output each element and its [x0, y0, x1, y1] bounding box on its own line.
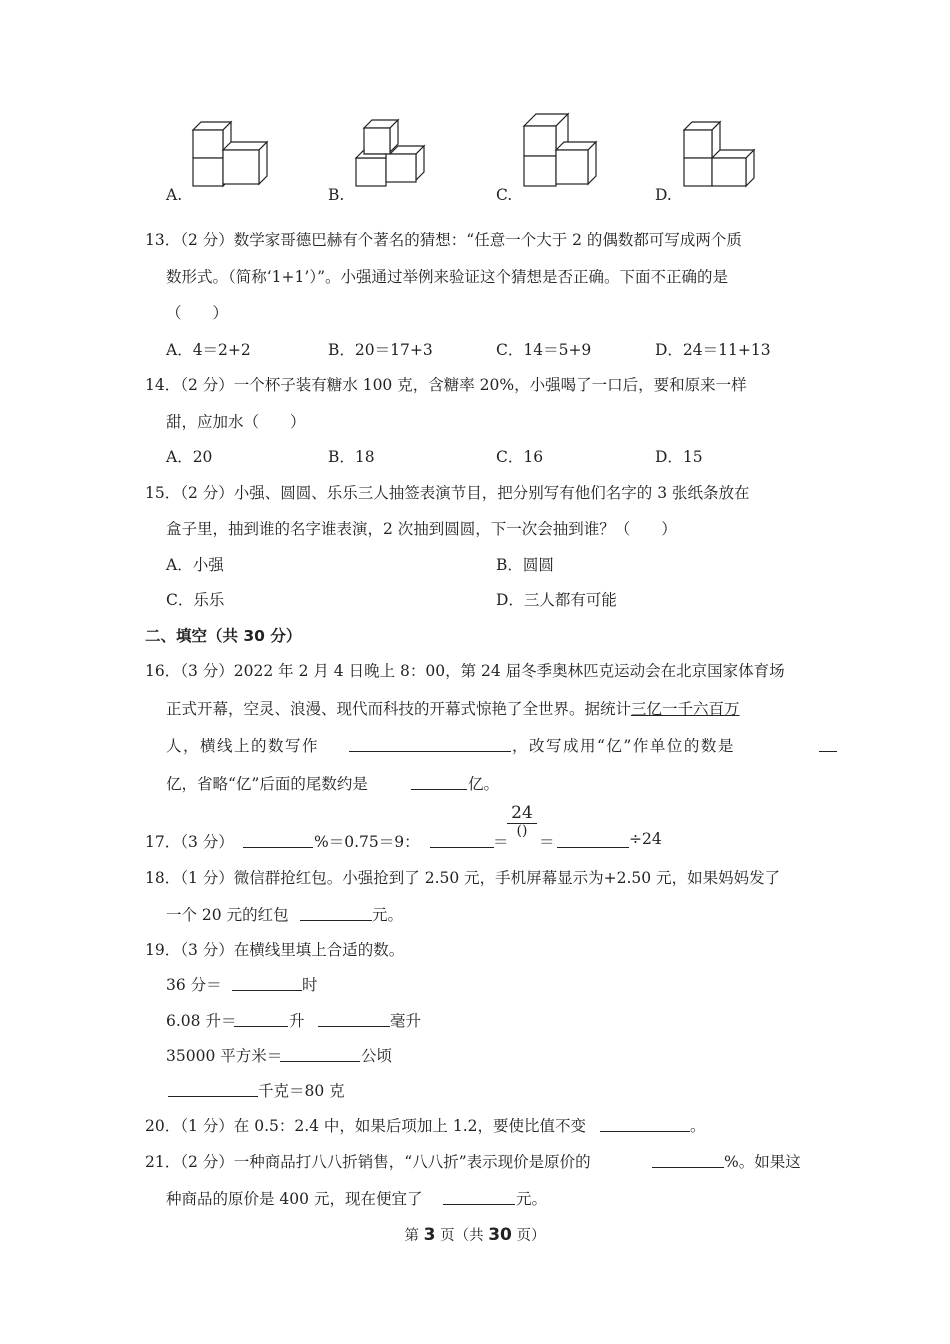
question-number: 13．: [145, 231, 181, 249]
question-text: 亿，省略“亿”后面的尾数约是: [166, 775, 368, 793]
cube-figure-c: [518, 112, 600, 190]
question-score: （1 分）: [180, 869, 234, 887]
question-number: 15．: [145, 484, 181, 502]
conversion-unit: 升: [289, 1012, 305, 1030]
answer-blank[interactable]: [243, 846, 313, 848]
current-page-number: 3: [423, 1225, 436, 1245]
question-text: 在 0.5：2.4 中，如果后项加上 1.2，要使比值不变: [233, 1117, 587, 1135]
question-number: 20．: [145, 1117, 181, 1135]
question-number: 18．: [145, 869, 181, 887]
underlined-number-text: 三亿一千六百万: [631, 700, 740, 718]
question-text: 一个 20 元的红包: [166, 906, 289, 924]
answer-blank[interactable]: [443, 1203, 515, 1205]
option-d: D．24＝11+13: [655, 341, 771, 359]
figure-option-d-label: D.: [655, 186, 672, 204]
question-number: 16．: [145, 662, 181, 680]
option-c: C．16: [496, 448, 544, 466]
answer-blank[interactable]: [300, 919, 372, 921]
fraction: [507, 804, 537, 839]
conversion-unit: 时: [302, 976, 318, 994]
question-score: （3 分）: [180, 941, 234, 959]
question-text: 元。: [372, 906, 404, 924]
option-b: B．20＝17+3: [328, 341, 433, 359]
question-score: （2 分）: [180, 376, 234, 394]
question-text: 数学家哥德巴赫有个著名的猜想：“任意一个大于 2 的偶数都可写成两个质: [233, 231, 742, 249]
answer-blank[interactable]: [349, 750, 511, 752]
cube-figure-a: [185, 118, 275, 190]
cube-figure-d: [680, 118, 762, 190]
figure-option-b-label: B.: [328, 186, 345, 204]
question-score: （2 分）: [180, 1153, 234, 1171]
option-d: D．15: [655, 448, 703, 466]
page-footer: 第 3 页（共 30 页）: [404, 1225, 546, 1245]
question-text: 盒子里，抽到谁的名字谁表演，2 次抽到圆圆，下一次会抽到谁？（ ）: [166, 520, 677, 538]
option-b: B．18: [328, 448, 375, 466]
question-text: 元。: [516, 1190, 548, 1208]
question-number: 19．: [145, 941, 181, 959]
question-text: 正式开幕，空灵、浪漫、现代而科技的开幕式惊艳了全世界。据统计: [166, 700, 632, 718]
question-text: 一个杯子装有糖水 100 克，含糖率 20%，小强喝了一口后，要和原来一样: [233, 376, 747, 394]
total-page-count: 30: [488, 1225, 512, 1245]
option-a: A．小强: [166, 556, 224, 574]
question-text: 数形式。（简称‘1+1’）”。小强通过举例来验证这个猜想是否正确。下面不正确的是: [166, 268, 728, 286]
question-text: 在横线里填上合适的数。: [233, 941, 405, 959]
option-c: C．14＝5+9: [496, 341, 592, 359]
answer-blank[interactable]: [232, 989, 302, 991]
equation-text: ÷24: [629, 830, 662, 848]
question-score: （2 分）: [180, 231, 234, 249]
question-text: 一种商品打八八折销售，“八八折”表示现价是原价的: [233, 1153, 591, 1171]
answer-blank[interactable]: [600, 1130, 690, 1132]
answer-blank[interactable]: [234, 1025, 288, 1027]
section-title: 二、填空（共 30 分）: [145, 627, 302, 645]
option-a: A．20: [166, 448, 213, 466]
question-text: 人，横线上的数写作: [166, 737, 320, 755]
question-text: 。: [690, 1117, 706, 1135]
question-number: 17．: [145, 833, 181, 851]
equation-text: ＝: [539, 833, 555, 851]
question-text: 微信群抢红包。小强抢到了 2.50 元，手机屏幕显示为+2.50 元，如果妈妈发了: [233, 869, 781, 887]
cube-figure-b: [352, 118, 432, 190]
question-text: 种商品的原价是 400 元，现在便宜了: [166, 1190, 423, 1208]
fraction-numerator: 24: [511, 803, 533, 823]
answer-blank[interactable]: [318, 1025, 390, 1027]
option-a: A．4＝2+2: [166, 341, 251, 359]
answer-parentheses: （ ）: [166, 304, 229, 322]
question-score: （3 分）: [180, 833, 234, 851]
option-d: D．三人都有可能: [496, 591, 617, 609]
conversion-text: 6.08 升＝: [166, 1012, 237, 1030]
question-text: 小强、圆圆、乐乐三人抽签表演节目，把分别写有他们名字的 3 张纸条放在: [233, 484, 750, 502]
conversion-text: 千克＝80 克: [258, 1082, 345, 1100]
conversion-unit: 公顷: [361, 1047, 393, 1065]
figure-option-a-label: A.: [166, 186, 183, 204]
answer-blank[interactable]: [557, 846, 629, 848]
question-number: 14．: [145, 376, 181, 394]
question-text: ，改写成用“亿”作单位的数是: [512, 737, 735, 755]
answer-blank[interactable]: [411, 788, 467, 790]
question-text: 亿。: [468, 775, 500, 793]
equation-text: %＝0.75＝9：: [314, 833, 420, 851]
question-text: %。如果这: [724, 1153, 801, 1171]
option-c: C．乐乐: [166, 591, 225, 609]
question-score: （1 分）: [180, 1117, 234, 1135]
fraction-denominator: (): [516, 823, 528, 839]
equation-text: ＝: [493, 833, 509, 851]
answer-blank[interactable]: [168, 1095, 258, 1097]
answer-blank[interactable]: [652, 1166, 724, 1168]
figure-option-c-label: C.: [496, 186, 513, 204]
conversion-unit: 毫升: [390, 1012, 422, 1030]
question-score: （2 分）: [180, 484, 234, 502]
conversion-text: 35000 平方米＝: [166, 1047, 283, 1065]
question-score: （3 分）: [180, 662, 234, 680]
option-b: B．圆圆: [496, 556, 554, 574]
question-text: 甜，应加水（ ）: [166, 413, 306, 431]
question-text: 2022 年 2 月 4 日晚上 8：00，第 24 届冬季奥林匹克运动会在北京国家体育场: [233, 662, 785, 680]
answer-blank[interactable]: [280, 1060, 360, 1062]
conversion-text: 36 分＝: [166, 976, 222, 994]
question-number: 21．: [145, 1153, 181, 1171]
answer-blank[interactable]: [430, 846, 494, 848]
answer-blank[interactable]: [819, 750, 837, 752]
